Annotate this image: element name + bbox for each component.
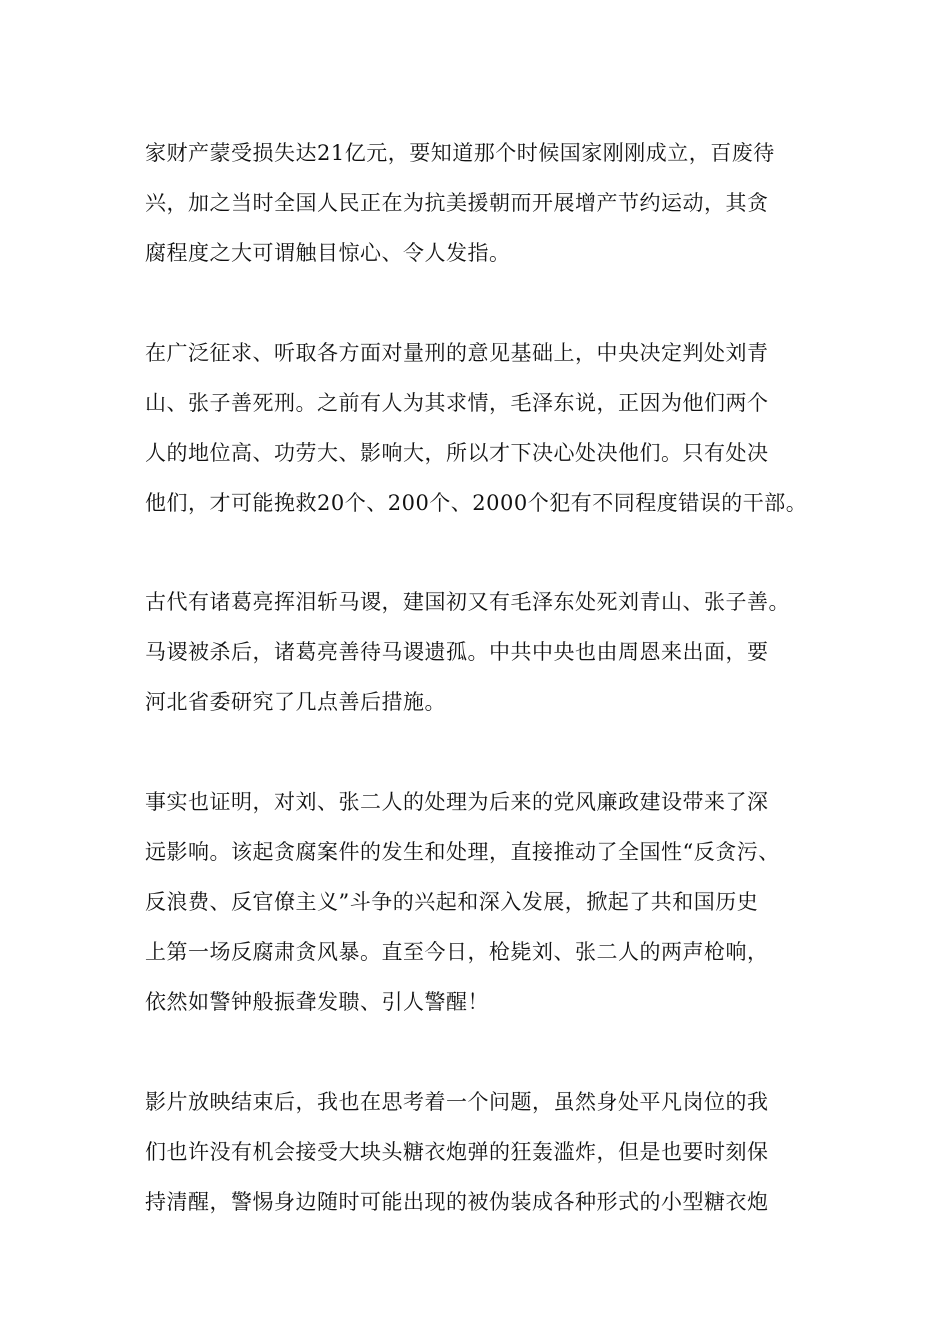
- text-line: 依然如警钟般振聋发聩、引人警醒！: [145, 990, 489, 1014]
- paragraph-4: [145, 777, 845, 1027]
- paragraph-1: [145, 128, 845, 278]
- text-line: 马谡被杀后，诸葛亮善待马谡遗孤。中共中央也由周恩来出面，要: [145, 640, 769, 664]
- text-line: 腐程度之大可谓触目惊心、令人发指。: [145, 241, 511, 265]
- text-line: 持清醒，警惕身边随时可能出现的被伪装成各种形式的小型糖衣炮: [145, 1190, 769, 1214]
- text-line: 古代有诸葛亮挥泪斩马谡，建国初又有毛泽东处死刘青山、张子善。: [145, 590, 790, 614]
- text-line: 人的地位高、功劳大、影响大，所以才下决心处决他们。只有处决: [145, 441, 769, 465]
- paragraph-3: [145, 577, 845, 727]
- text-line: 们也许没有机会接受大块头糖衣炮弹的狂轰滥炸，但是也要时刻保: [145, 1140, 769, 1164]
- text-line: 上第一场反腐肃贪风暴。直至今日，枪毙刘、张二人的两声枪响，: [145, 940, 769, 964]
- paragraph-2: [145, 328, 845, 528]
- text-line: 河北省委研究了几点善后措施。: [145, 690, 446, 714]
- text-line: 家财产蒙受损失达21亿元，要知道那个时候国家刚刚成立，百废待: [145, 141, 775, 165]
- text-line: 在广泛征求、听取各方面对量刑的意见基础上，中央决定判处刘青: [145, 341, 769, 365]
- paragraph-5: [145, 1077, 845, 1227]
- text-line: 远影响。该起贪腐案件的发生和处理，直接推动了全国性“反贪污、: [145, 840, 780, 864]
- text-line: 山、张子善死刑。之前有人为其求情，毛泽东说，正因为他们两个: [145, 391, 769, 415]
- text-line: 反浪费、反官僚主义”斗争的兴起和深入发展，掀起了共和国历史: [145, 890, 759, 914]
- text-line: 兴，加之当时全国人民正在为抗美援朝而开展增产节约运动，其贪: [145, 191, 769, 215]
- text-line: 影片放映结束后，我也在思考着一个问题，虽然身处平凡岗位的我: [145, 1090, 769, 1114]
- text-line: 他们，才可能挽救20个、200个、2000个犯有不同程度错误的干部。: [145, 491, 808, 515]
- text-line: 事实也证明，对刘、张二人的处理为后来的党风廉政建设带来了深: [145, 790, 769, 814]
